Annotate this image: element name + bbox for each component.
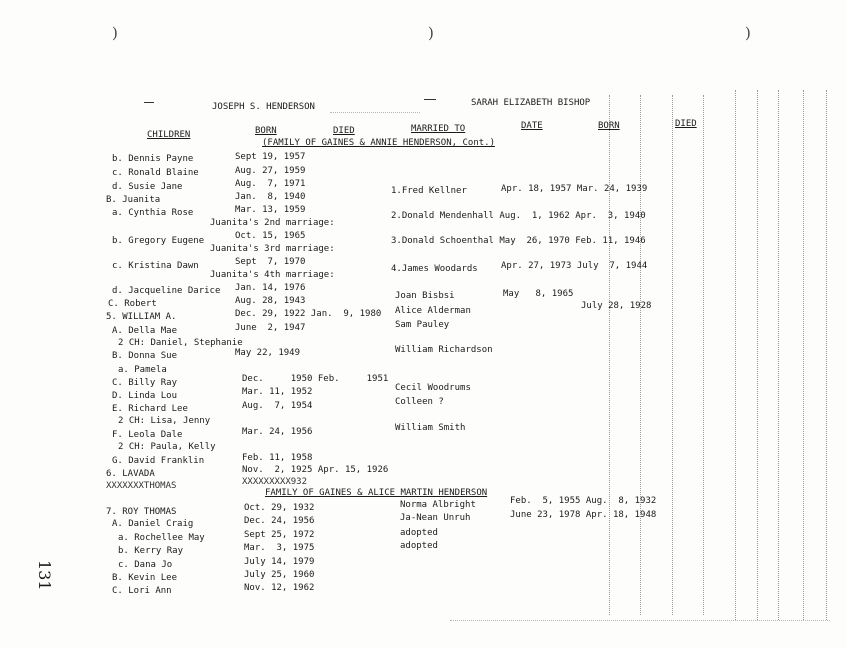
child-name: b. Kerry Ray	[118, 546, 184, 556]
birth-date: Feb. 11, 1958	[242, 453, 313, 463]
spouse-name: Colleen ?	[395, 397, 444, 407]
child-name: A. Daniel Craig	[112, 519, 194, 529]
child-name: 7. ROY THOMAS	[106, 507, 177, 517]
birth-date: Jan. 8, 1940	[235, 192, 306, 202]
birth-date: Aug. 28, 1943	[235, 296, 306, 306]
paper-mark: )	[428, 24, 434, 42]
children-note: 2 CH: Paula, Kelly	[118, 442, 216, 452]
child-name: b. Gregory Eugene	[112, 236, 205, 246]
child-name: F. Leola Dale	[112, 430, 183, 440]
col-married-to: MARRIED TO	[411, 124, 466, 134]
spouse-name: Ja-Nean Unruh	[400, 513, 471, 523]
struck-out-date: XXXXXXXXX932	[242, 477, 308, 487]
child-name: G. David Franklin	[112, 456, 205, 466]
col-born: BORN	[255, 126, 277, 136]
birth-date: Mar. 11, 1952	[242, 387, 313, 397]
birth-date: Jan. 14, 1976	[235, 283, 306, 293]
col-date: DATE	[521, 121, 543, 131]
birth-death-dates: Dec. 1950 Feb. 1951	[242, 374, 389, 384]
column-guide	[609, 95, 610, 615]
column-guide	[803, 90, 804, 620]
marriage-date: May 8, 1965	[503, 289, 574, 299]
paper-mark: )	[112, 24, 118, 42]
marriage-note: Juanita's 4th marriage:	[210, 270, 335, 280]
leader-line	[330, 112, 420, 113]
family-heading: FAMILY OF GAINES & ALICE MARTIN HENDERSON	[265, 488, 488, 498]
child-name: c. Kristina Dawn	[112, 261, 199, 271]
col-died: DIED	[333, 126, 355, 136]
birth-date: Mar. 24, 1956	[242, 427, 313, 437]
birth-date: Nov. 12, 1962	[244, 583, 315, 593]
birth-death-dates: Nov. 2, 1925 Apr. 15, 1926	[242, 465, 389, 475]
child-name: 6. LAVADA	[106, 469, 155, 479]
spouse-birth-date: July 28, 1928	[581, 301, 652, 311]
birth-date: Dec. 24, 1956	[244, 516, 315, 526]
column-guide	[703, 95, 704, 615]
birth-date: Aug. 27, 1959	[235, 166, 306, 176]
spouse-name: William Smith	[395, 423, 466, 433]
family-heading: (FAMILY OF GAINES & ANNIE HENDERSON, Cont.)	[262, 138, 495, 148]
child-name: d. Susie Jane	[112, 182, 183, 192]
birth-date: July 25, 1960	[244, 570, 315, 580]
child-name: C. Billy Ray	[112, 378, 178, 388]
birth-date: July 14, 1979	[244, 557, 315, 567]
birth-date: Oct. 29, 1932	[244, 503, 315, 513]
marriage-dates: Apr. 27, 1973 July 7, 1944	[501, 261, 648, 271]
marriage-dates: Feb. 5, 1955 Aug. 8, 1932	[510, 496, 657, 506]
dash-mark	[424, 99, 436, 100]
birth-date: Sept 7, 1970	[235, 257, 306, 267]
column-guide	[826, 90, 827, 620]
col-died-spouse: DIED	[675, 119, 697, 129]
child-name: c. Ronald Blaine	[112, 168, 199, 178]
birth-date: Aug. 7, 1971	[235, 179, 306, 189]
child-name: a. Rochellee May	[118, 533, 205, 543]
column-guide	[735, 90, 736, 620]
spouse-name: 1.Fred Kellner	[391, 186, 467, 196]
child-name: c. Dana Jo	[118, 560, 173, 570]
marriage-note: Juanita's 3rd marriage:	[210, 244, 335, 254]
adoption-note: adopted	[400, 541, 438, 551]
child-name: B. Donna Sue	[112, 351, 178, 361]
spouse-name: William Richardson	[395, 345, 493, 355]
marriage-dates: Apr. 18, 1957 Mar. 24, 1939	[501, 184, 648, 194]
spouse-name: Joan Bisbsi	[395, 291, 455, 301]
child-name: a. Cynthia Rose	[112, 208, 194, 218]
children-note: 2 CH: Lisa, Jenny	[118, 416, 211, 426]
birth-date: Sept 19, 1957	[235, 152, 306, 162]
spouse-name: 4.James Woodards	[391, 264, 478, 274]
birth-date: Mar. 13, 1959	[235, 205, 306, 215]
child-name: B. Kevin Lee	[112, 573, 178, 583]
mother-name: SARAH ELIZABETH BISHOP	[471, 98, 591, 108]
father-name: JOSEPH S. HENDERSON	[212, 102, 315, 112]
birth-date: Sept 25, 1972	[244, 530, 315, 540]
child-name: A. Della Mae	[112, 326, 178, 336]
child-name: C. Robert	[108, 299, 157, 309]
child-name: a. Pamela	[118, 365, 167, 375]
spouse-name: Alice Alderman	[395, 306, 471, 316]
column-guide	[757, 90, 758, 620]
col-born-spouse: BORN	[598, 121, 620, 131]
child-name: 5. WILLIAM A.	[106, 312, 177, 322]
child-name: E. Richard Lee	[112, 404, 188, 414]
child-name: b. Dennis Payne	[112, 154, 194, 164]
spouse-name: Sam Pauley	[395, 320, 450, 330]
birth-death-dates: Dec. 29, 1922 Jan. 9, 1980	[235, 309, 382, 319]
dash-mark	[144, 102, 154, 103]
column-guide	[672, 95, 673, 615]
spouse-name: Cecil Woodrums	[395, 383, 471, 393]
spouse-name: Norma Albright	[400, 500, 476, 510]
spouse-line: 3.Donald Schoenthal May 26, 1970 Feb. 11, 1946	[391, 236, 646, 246]
marriage-dates: June 23, 1978 Apr. 18, 1948	[510, 510, 657, 520]
child-name: B. Juanita	[106, 195, 161, 205]
birth-date: Oct. 15, 1965	[235, 231, 306, 241]
birth-date: May 22, 1949	[235, 348, 301, 358]
margin-page-number: 131	[35, 560, 54, 591]
birth-date: June 2, 1947	[235, 323, 306, 333]
birth-date: Mar. 3, 1975	[244, 543, 315, 553]
column-guide	[778, 90, 779, 620]
spouse-line: 2.Donald Mendenhall Aug. 1, 1962 Apr. 3, 1940	[391, 211, 646, 221]
children-note: 2 CH: Daniel, Stephanie	[118, 338, 243, 348]
child-name: d. Jacqueline Darice	[112, 286, 221, 296]
column-guide	[640, 95, 641, 615]
paper-mark: )	[745, 24, 751, 42]
child-name: C. Lori Ann	[112, 586, 172, 596]
child-name: D. Linda Lou	[112, 391, 178, 401]
col-children: CHILDREN	[147, 130, 191, 140]
leader-line	[450, 620, 830, 621]
struck-out-name: XXXXXXXTHOMAS	[106, 481, 177, 491]
marriage-note: Juanita's 2nd marriage:	[210, 218, 335, 228]
birth-date: Aug. 7, 1954	[242, 401, 313, 411]
adoption-note: adopted	[400, 528, 438, 538]
